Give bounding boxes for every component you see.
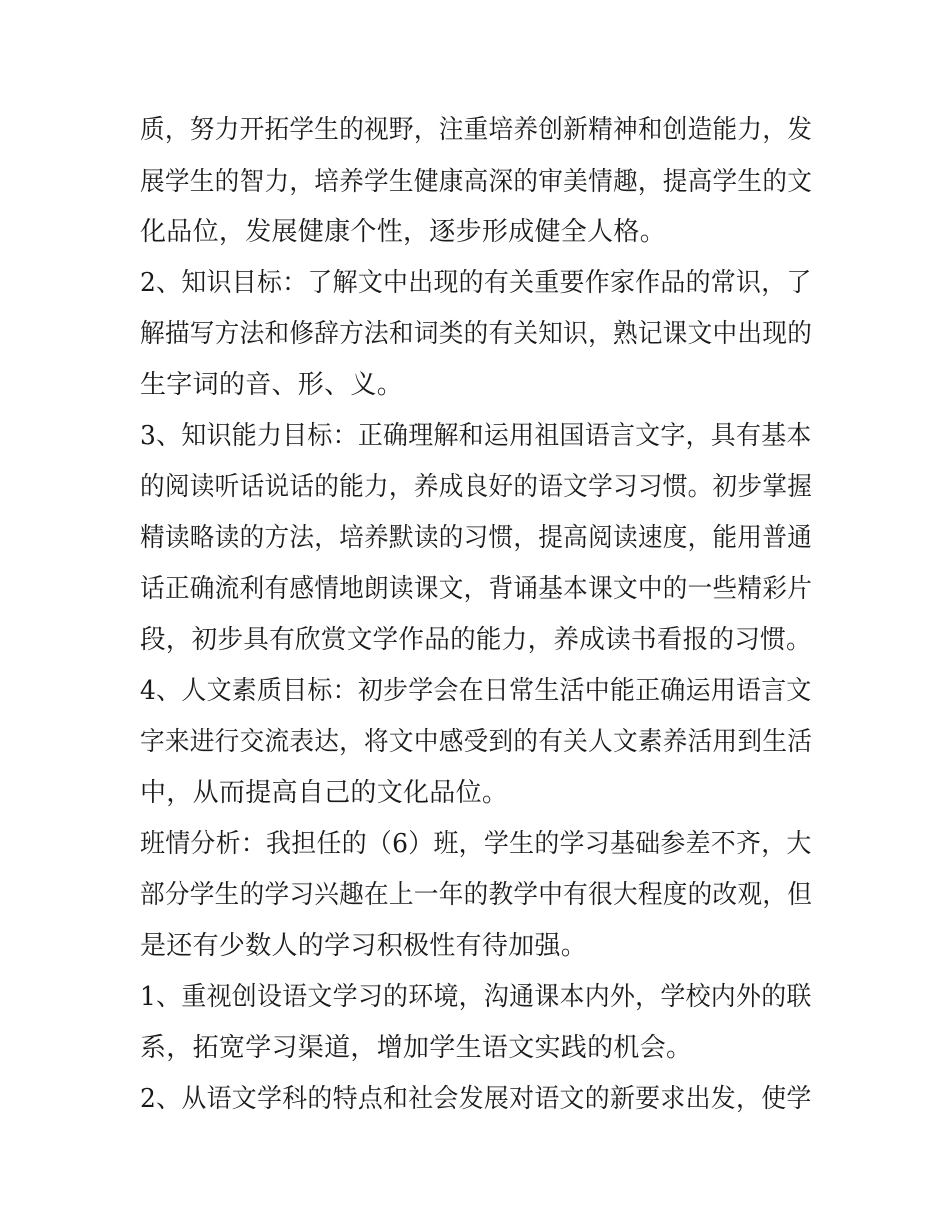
text-line: 部分学生的学习兴趣在上一年的教学中有很大程度的改观，但: [140, 880, 813, 910]
text-line: 解描写方法和修辞方法和词类的有关知识，熟记课文中出现的: [140, 319, 813, 349]
text-line: 系，拓宽学习渠道，增加学生语文实践的机会。: [140, 1033, 693, 1063]
text-line: 话正确流利有感情地朗读课文，背诵基本课文中的一些精彩片: [140, 574, 813, 604]
text-line: 3、知识能力目标：正确理解和运用祖国语言文字，具有基本: [140, 421, 812, 451]
text-line: 质，努力开拓学生的视野，注重培养创新精神和创造能力，发: [140, 115, 813, 145]
text-line: 段，初步具有欣赏文学作品的能力，养成读书看报的习惯。: [140, 625, 812, 655]
text-line: 生字词的音、形、义。: [140, 370, 404, 400]
text-line: 中，从而提高自己的文化品位。: [140, 778, 509, 808]
text-line: 化品位，发展健康个性，逐步形成健全人格。: [140, 217, 667, 247]
text-line: 1、重视创设语文学习的环境，沟通课本内外，学校内外的联: [140, 982, 812, 1012]
text-line: 字来进行交流表达，将文中感受到的有关人文素养活用到生活: [140, 727, 813, 757]
text-line: 精读略读的方法，培养默读的习惯，提高阅读速度，能用普通: [140, 523, 813, 553]
text-line: 班情分析：我担任的（6）班，学生的学习基础参差不齐，大: [140, 829, 812, 859]
text-line: 4、人文素质目标：初步学会在日常生活中能正确运用语言文: [140, 676, 812, 706]
text-line: 2、知识目标：了解文中出现的有关重要作家作品的常识，了: [140, 268, 812, 298]
text-line: 的阅读听话说话的能力，养成良好的语文学习习惯。初步掌握: [140, 472, 813, 502]
text-line: 展学生的智力，培养学生健康高深的审美情趣，提高学生的文: [140, 167, 813, 197]
text-line: 2、从语文学科的特点和社会发展对语文的新要求出发，使学: [140, 1084, 812, 1114]
text-line: 是还有少数人的学习积极性有待加强。: [140, 931, 588, 961]
